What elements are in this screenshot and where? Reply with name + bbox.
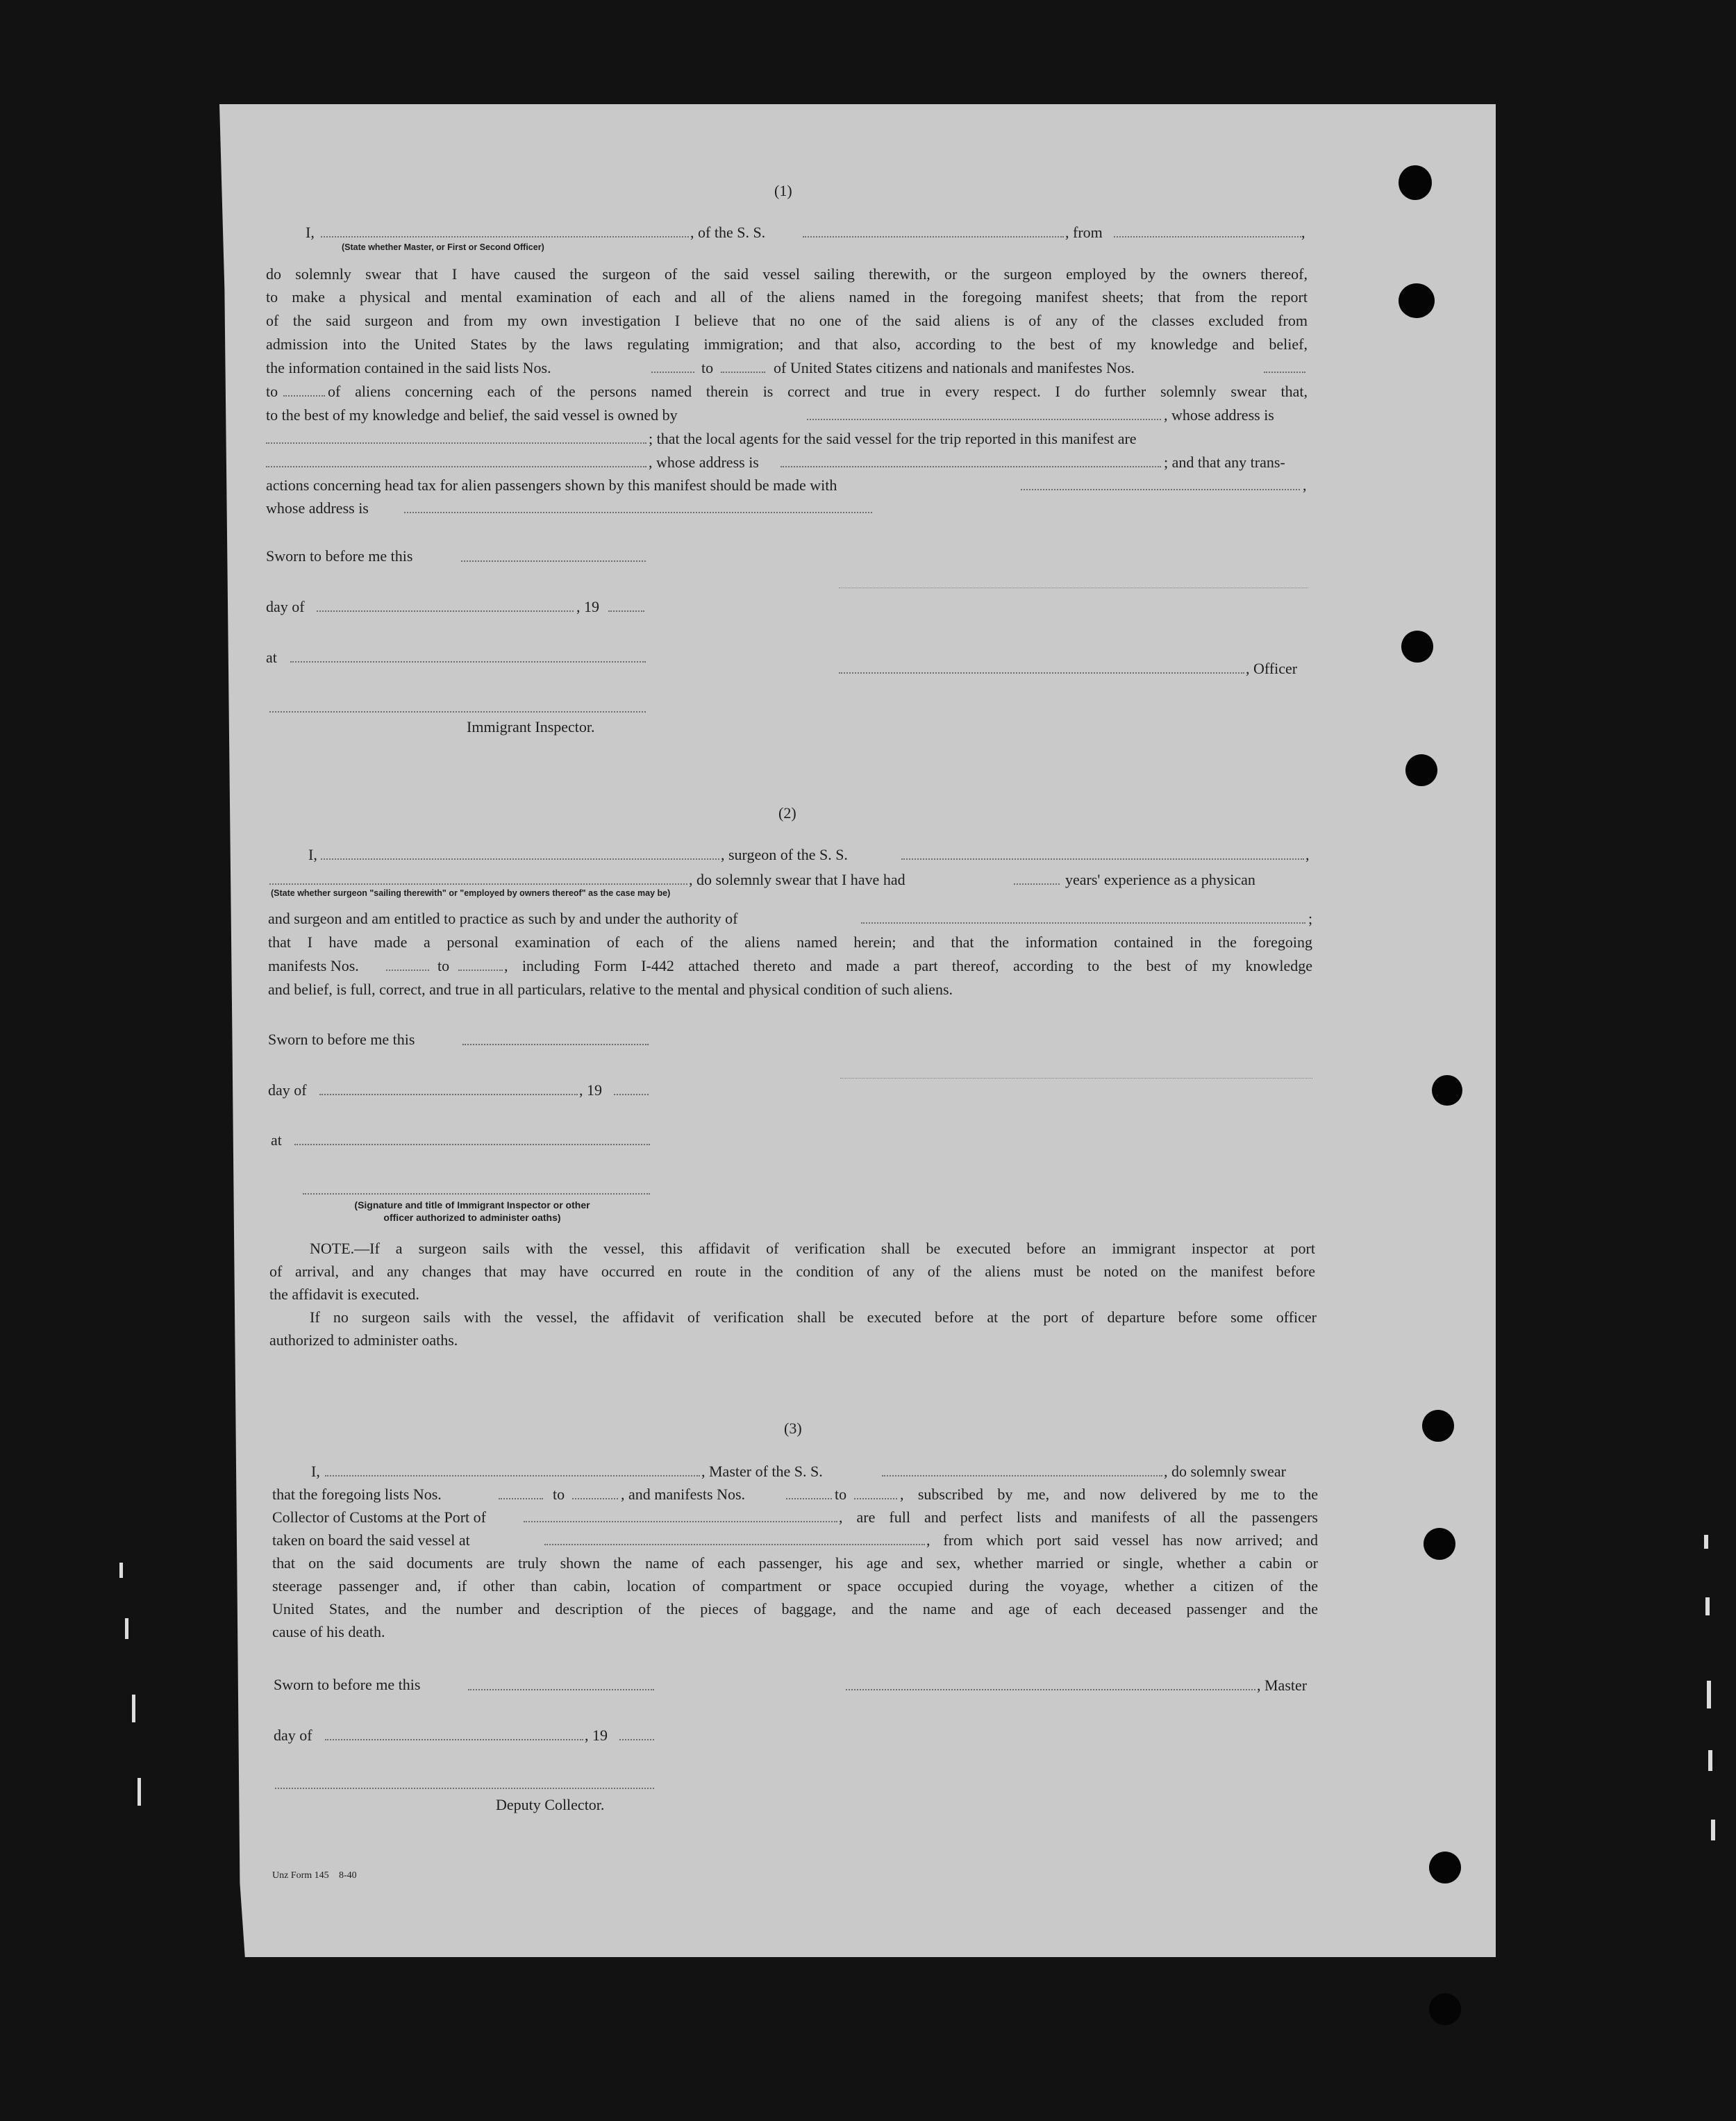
inspector-signature-blank[interactable] [303, 1193, 650, 1195]
film-edge-mark [119, 1563, 123, 1578]
film-edge-mark [1704, 1535, 1708, 1549]
punch-hole [1429, 1993, 1461, 2025]
year-blank[interactable] [614, 1094, 649, 1095]
note-line: the affidavit is executed. [269, 1286, 419, 1303]
citizens-label: of United States citizens and nationals and manifestes Nos. [774, 359, 1135, 376]
signature-note-line: officer authorized to administer oaths) [383, 1212, 561, 1223]
oath-line: steerage passenger and, if other than cabin, location of compartment or space occupied during the voyage, whether a citizen of the [272, 1577, 1318, 1595]
address-label: whose address is [266, 499, 369, 517]
at-label: at [266, 649, 277, 666]
lists-to-blank[interactable] [721, 372, 765, 373]
film-edge-mark [1707, 1681, 1711, 1708]
master-of-label: , Master of the S. S. [701, 1463, 823, 1480]
officer-note: (State whether Master, or First or Second Officer) [342, 242, 544, 252]
oath-line: that on the said documents are truly shown the name of each passenger, his age and sex, whether married or single, whether a cabin or [272, 1554, 1318, 1572]
section-number: (1) [774, 182, 792, 199]
swear-label: , do solemnly swear that I have had [689, 871, 905, 888]
boarded-at-blank[interactable] [544, 1544, 925, 1545]
to-label: to [266, 383, 278, 400]
oath-line: of aliens concerning each of the persons named therein is correct and true in every respect. I do further solemnly swear that, [328, 383, 1308, 400]
master-label: , Master [1257, 1677, 1308, 1694]
owner-blank[interactable] [807, 419, 1161, 420]
manifests-from-blank[interactable] [1264, 372, 1305, 373]
end-comma: , [1303, 476, 1307, 494]
master-signature-blank[interactable] [846, 1689, 1255, 1690]
manifests-to-blank[interactable] [283, 395, 325, 397]
oath-line: United States, and the number and description of the pieces of baggage, and the name and age of each deceased passenger and the [272, 1600, 1318, 1617]
punch-hole [1432, 1075, 1462, 1106]
from-label: , from [1065, 224, 1103, 241]
authority-label: and surgeon and am entitled to practice as such by and under the authority of [268, 910, 738, 927]
years-blank[interactable] [1014, 883, 1060, 885]
note-line: NOTE.—If a surgeon sails with the vessel, this affidavit of verification shall be executed before an immigrant inspector at port [310, 1240, 1315, 1257]
agents-label: ; that the local agents for the said vessel for the trip reported in this manifest are [649, 430, 1137, 447]
film-edge-mark [132, 1695, 135, 1722]
surgeon-name-blank[interactable] [321, 858, 719, 860]
officer-name-blank[interactable] [321, 236, 689, 238]
oath-line: that I have made a personal examination of each of the aliens named herein; and that the information contained in the foregoing [268, 933, 1312, 951]
at-place-blank[interactable] [294, 1144, 650, 1145]
sworn-date-blank[interactable] [468, 1689, 654, 1690]
surgeon-type-blank[interactable] [269, 883, 687, 885]
officer-signature-blank[interactable] [839, 672, 1244, 674]
agents-blank[interactable] [266, 466, 646, 467]
note-line: of arrival, and any changes that may have occurred en route in the condition of any of the aliens must be noted on the manifest before [269, 1263, 1315, 1280]
sworn-label: Sworn to before me this [268, 1031, 415, 1048]
manifests-label: manifests Nos. [268, 957, 359, 974]
swear-label: , do solemnly swear [1164, 1463, 1286, 1480]
oath-line: admission into the United States by the laws regulating immigration; and that also, according to the best of my knowledge and belief, [266, 335, 1308, 353]
at-place-blank[interactable] [290, 661, 646, 663]
oath-line: , including Form I-442 attached thereto and made a part thereof, according to the best of my knowledge [504, 957, 1312, 974]
deputy-label: Deputy Collector. [496, 1796, 605, 1813]
oath-line: to make a physical and mental examination of each and all of the aliens named in the foregoing manifest sheets; that from the report [266, 288, 1308, 306]
signature-line[interactable] [840, 1078, 1312, 1079]
agents-address-label: , whose address is [649, 454, 759, 471]
intro-label: I, [308, 846, 317, 863]
film-edge-mark [1705, 1597, 1710, 1615]
port-blank[interactable] [524, 1521, 837, 1522]
to-label: to [553, 1486, 565, 1503]
film-edge-mark [125, 1618, 128, 1639]
signature-note [299, 1199, 646, 1224]
year-label: , 19 [579, 1081, 602, 1099]
year-blank[interactable] [619, 1739, 654, 1740]
lists-label: that the foregoing lists Nos. [272, 1486, 442, 1503]
film-edge-mark [1708, 1750, 1712, 1771]
oath-line: of the said surgeon and from my own investigation I believe that no one of the said aliens is of any of the classes excluded from [266, 312, 1308, 329]
day-of-label: day of [266, 598, 305, 615]
section-number: (3) [784, 1420, 802, 1437]
to-label: to [835, 1486, 847, 1503]
head-tax-blank[interactable] [1021, 489, 1300, 490]
head-tax-label: actions concerning head tax for alien passengers shown by this manifest should be made with [266, 476, 837, 494]
day-of-blank[interactable] [317, 610, 574, 612]
experience-label: years' experience as a physican [1065, 871, 1255, 888]
form-code: 8-40 [339, 1870, 357, 1881]
head-tax-address-blank[interactable] [404, 512, 872, 513]
oath-line: , are full and perfect lists and manifests of all the passengers [839, 1508, 1318, 1526]
surgeon-of-label: , surgeon of the S. S. [721, 846, 848, 863]
sworn-date-blank[interactable] [461, 560, 646, 562]
to-label: to [701, 359, 714, 376]
inspector-label: Immigrant Inspector. [467, 718, 595, 735]
transactions-label: ; and that any trans- [1164, 454, 1285, 471]
punch-hole [1401, 631, 1433, 663]
authority-end: ; [1308, 910, 1313, 927]
day-of-label: day of [274, 1727, 312, 1744]
oath-line: cause of his death. [272, 1623, 385, 1640]
note-line: If no surgeon sails with the vessel, the affidavit of verification shall be executed before at the port of departure before some officer [310, 1308, 1317, 1326]
manifests-label: , and manifests Nos. [621, 1486, 746, 1503]
signature-note-line: (Signature and title of Immigrant Inspector or other [354, 1199, 590, 1211]
day-of-label: day of [268, 1081, 307, 1099]
inspector-signature-blank[interactable] [269, 711, 646, 713]
section-number: (2) [778, 804, 796, 822]
manifests-from-blank[interactable] [786, 1498, 832, 1499]
boarded-at-label: taken on board the said vessel at [272, 1531, 470, 1549]
ship-name-blank[interactable] [803, 236, 1064, 238]
punch-hole [1399, 283, 1435, 318]
form-id: Unz Form 145 [272, 1870, 329, 1881]
sworn-label: Sworn to before me this [274, 1676, 421, 1693]
lists-from-blank[interactable] [651, 372, 694, 373]
sworn-date-blank[interactable] [462, 1044, 649, 1045]
film-edge-mark [137, 1778, 141, 1806]
day-of-blank[interactable] [325, 1739, 583, 1740]
at-label: at [271, 1131, 282, 1149]
year-label: , 19 [576, 598, 599, 615]
punch-hole [1429, 1852, 1461, 1883]
oath-line: do solemnly swear that I have caused the surgeon of the said vessel sailing therewith, or the surgeon employed by the owners thereof, [266, 265, 1308, 283]
end-comma: , [1305, 846, 1310, 863]
surgeon-note: (State whether surgeon "sailing therewith" or "employed by owners thereof" as the case may be) [271, 888, 671, 898]
officer-label: , Officer [1246, 660, 1298, 677]
intro-label: I, [311, 1463, 320, 1480]
of-ship-label: , of the S. S. [690, 224, 766, 241]
punch-hole [1399, 165, 1432, 200]
manifests-from-blank[interactable] [386, 970, 429, 971]
day-of-blank[interactable] [319, 1094, 578, 1095]
oath-line: and belief, is full, correct, and true in all particulars, relative to the mental and physical condition of such aliens. [268, 981, 953, 998]
agents-address-blank[interactable] [781, 466, 1161, 467]
owner-address-label: , whose address is [1164, 406, 1274, 424]
oath-line: , subscribed by me, and now delivered by me to the [900, 1486, 1318, 1503]
punch-hole [1422, 1410, 1454, 1442]
from-port-blank[interactable] [1114, 236, 1301, 238]
punch-hole [1424, 1528, 1455, 1560]
year-blank[interactable] [608, 610, 644, 612]
manifests-to-blank[interactable] [854, 1498, 897, 1499]
year-label: , 19 [585, 1727, 608, 1744]
sworn-label: Sworn to before me this [266, 547, 413, 565]
note-line: authorized to administer oaths. [269, 1331, 458, 1349]
lists-label: the information contained in the said lists Nos. [266, 359, 551, 376]
intro-label: I, [306, 224, 315, 241]
master-name-blank[interactable] [325, 1475, 700, 1477]
collector-signature-blank[interactable] [275, 1788, 654, 1789]
lists-from-blank[interactable] [499, 1498, 543, 1499]
punch-hole [1405, 754, 1437, 786]
end-comma: , [1301, 224, 1305, 241]
ship-name-blank[interactable] [882, 1475, 1162, 1477]
authority-blank[interactable] [861, 922, 1305, 924]
ship-name-blank[interactable] [901, 858, 1304, 860]
film-edge-mark [1711, 1820, 1715, 1840]
oath-line: , from which port said vessel has now arrived; and [926, 1531, 1318, 1549]
owner-label: to the best of my knowledge and belief, the said vessel is owned by [266, 406, 678, 424]
port-label: Collector of Customs at the Port of [272, 1508, 486, 1526]
manifests-to-blank[interactable] [458, 970, 503, 971]
to-label: to [437, 957, 450, 974]
lists-to-blank[interactable] [572, 1498, 618, 1499]
owner-address-blank[interactable] [266, 442, 646, 444]
